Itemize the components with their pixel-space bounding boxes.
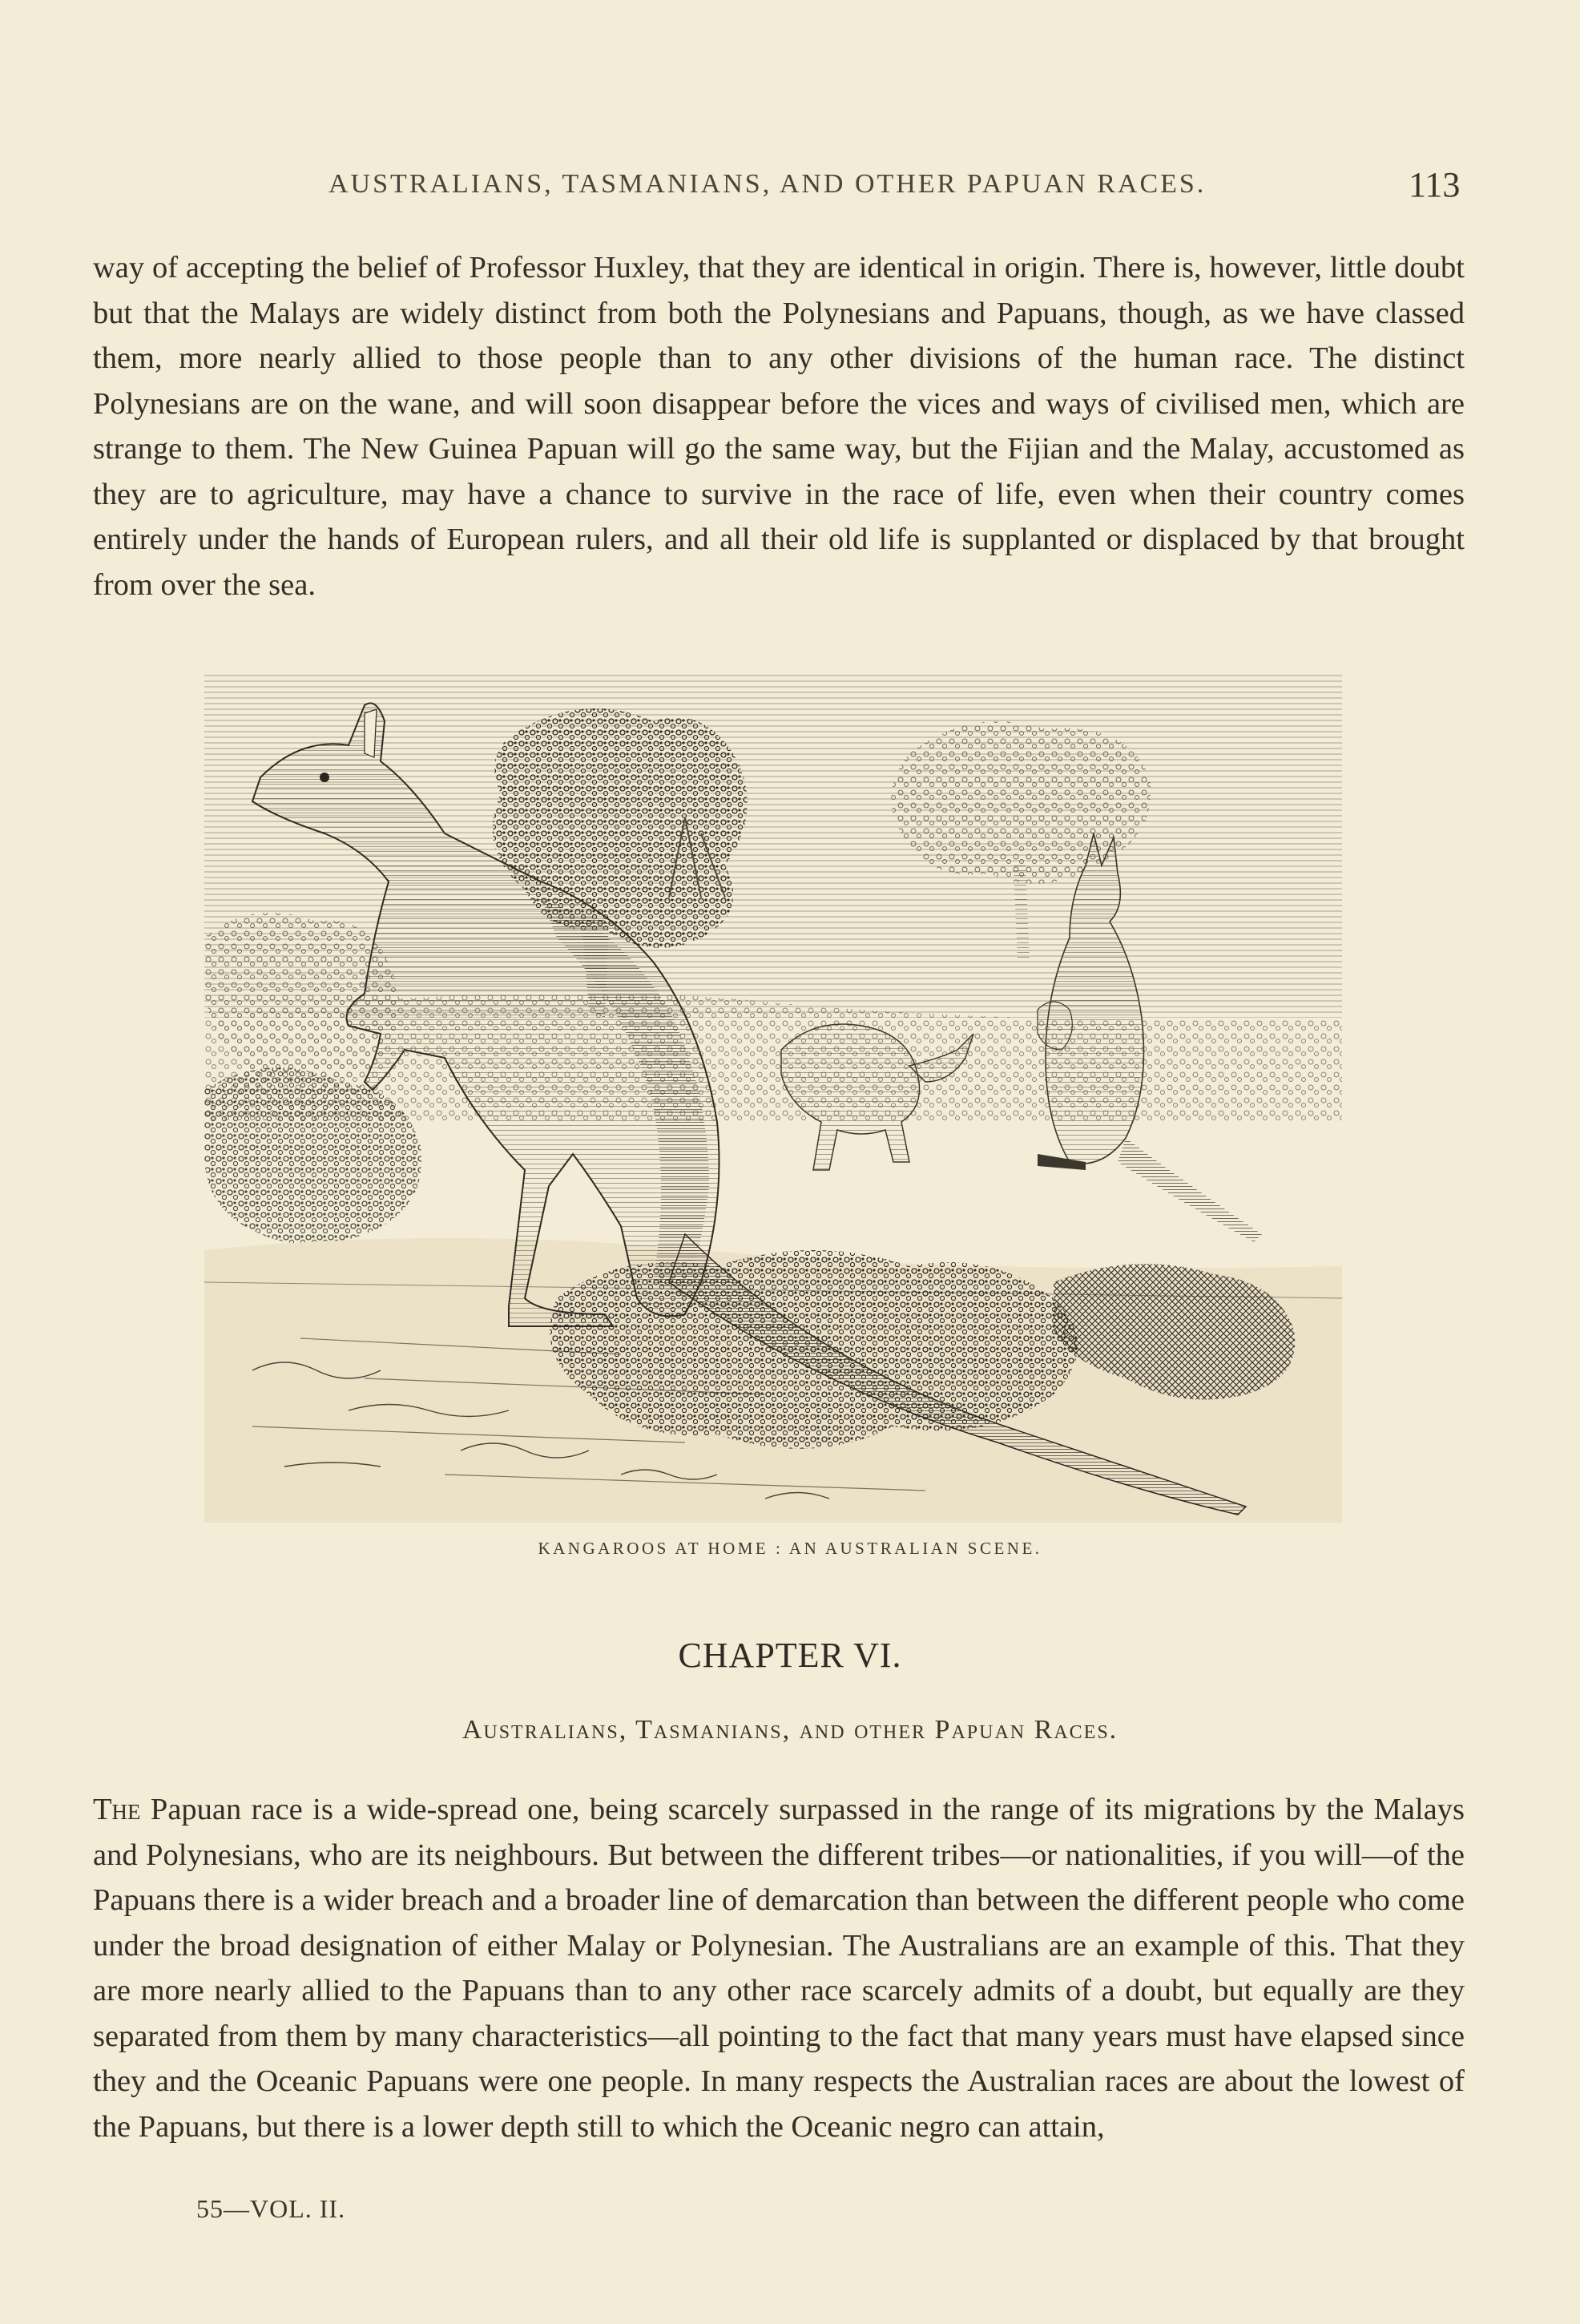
page-number: 113	[1409, 165, 1461, 204]
chapter-subtitle: Australians, Tasmanians, and other Papuan Races.	[462, 1715, 1118, 1745]
paragraph-top: way of accepting the belief of Professor Huxley, that they are identical in origin. There is, however, little doubt but that the Malays are widely distinct from both the Polynesians and Papuans, though, as we have classed them, more nearly allied to those people than to any other divisions of the human race. The distinct Polynesians are on the wane, and will soon disappear before the vices and ways of civilised men, which are strange to them. The New Guinea Papuan will go the same way, but the Fijian and the Malay, accustomed as they are to agriculture, may have a chance to survive in the race of life, even when their country comes entirely under the hands of European rulers, and all their old life is supplanted or displaced by that brought from over the sea.	[93, 251, 1465, 602]
paragraph-body-text: Papuan race is a wide-spread one, being scarcely surpassed in the range of its migrations by the Malays and Polynesians, who are its neighbours. But between the different tribes—or nationalities, if you will—of the Papuans there is a wider breach and a broader line of demarcation than between the different people who come under the broad designation of either Malay or Polynesian. The Australians are an example of this. That they are more nearly allied to the Papuans than to any other race scarcely admits of a doubt, but equally are they separated from them by many characteristics—all pointing to the fact that many years must have elapsed since they and the Oceanic Papuans were one people. In many respects the Australian races are about the lowest of the Papuans, but there is a lower depth still to which the Oceanic negro can attain,	[93, 1793, 1465, 2144]
illustration-caption: KANGAROOS AT HOME : AN AUSTRALIAN SCENE.	[538, 1539, 1042, 1558]
signature-mark: 55—VOL. II.	[196, 2194, 346, 2223]
kangaroo-engraving	[204, 673, 1342, 1523]
chapter-heading: CHAPTER VI.	[678, 1636, 902, 1675]
lead-word: The	[93, 1793, 141, 1826]
running-header	[0, 164, 1580, 212]
paragraph-body	[93, 1787, 1465, 2149]
running-title: AUSTRALIANS, TASMANIANS, AND OTHER PAPUAN RACES.	[328, 169, 1207, 199]
